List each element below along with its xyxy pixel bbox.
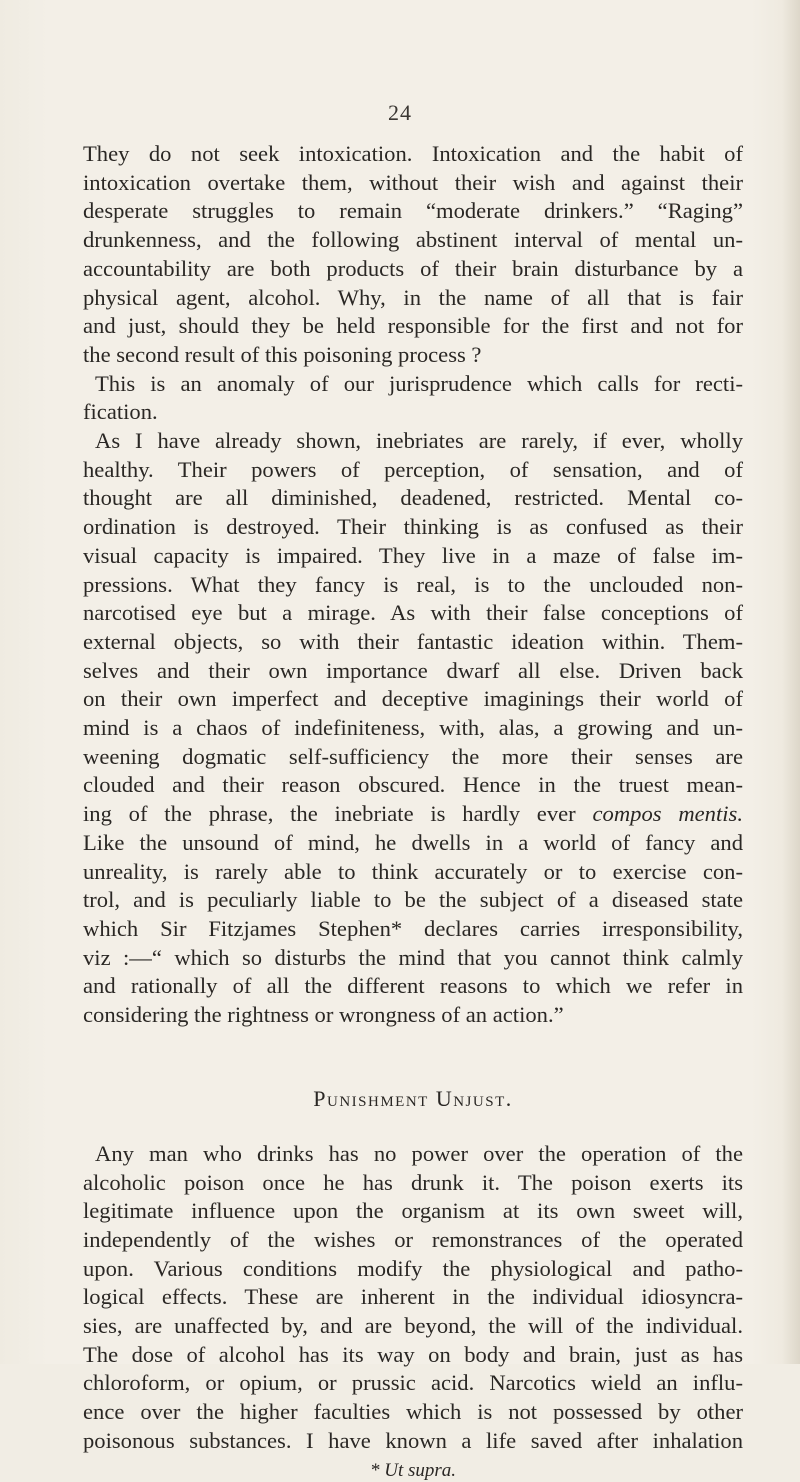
text-line: As I have already shown, inebriates are rarely, if ever, wholly: [95, 428, 743, 454]
text-line: poisonous substances. I have known a life saved after inhalation: [83, 1427, 743, 1453]
text-line: thought are all diminished, deadened, restricted. Mental co-: [83, 485, 743, 511]
text-line: This is an anomaly of our jurisprudence which calls for recti-: [95, 370, 743, 396]
text-line: accountability are both products of their brain disturbance by a: [83, 255, 743, 281]
text-line: mind is a chaos of indefiniteness, with, alas, a growing and un-: [83, 715, 743, 741]
text-line: and just, should they be held responsible for the first and not for: [83, 313, 743, 339]
text-line: intoxication overtake them, without their wish and against their: [83, 169, 743, 195]
page-number: 24: [388, 100, 412, 125]
text-line: considering the rightness or wrongness of an action.”: [83, 1002, 564, 1028]
text-line: Any man who drinks has no power over the operation of the: [95, 1140, 743, 1166]
page-content: [83, 140, 743, 1482]
text-line: independently of the wishes or remonstrances of the operated: [83, 1226, 743, 1252]
text-line: on their own imperfect and deceptive imaginings their world of: [83, 686, 743, 712]
page-edge-shadow: [782, 0, 800, 1364]
text-line: the second result of this poisoning process ?: [83, 341, 482, 367]
text-line: selves and their own importance dwarf all else. Driven back: [83, 657, 743, 683]
text-line-with-italic: [83, 800, 743, 829]
text-line: They do not seek intoxication. Intoxication and the habit of: [83, 141, 743, 166]
text-line: sies, are unaffected by, and are beyond, the will of the individual.: [83, 1313, 743, 1339]
text-line: The dose of alcohol has its way on body and brain, just as has: [83, 1341, 743, 1367]
paragraph-1: [83, 140, 743, 370]
text-line: chloroform, or opium, or prussic acid. Narcotics wield an influ-: [83, 1370, 743, 1396]
text-line: external objects, so with their fantastic ideation within. Them-: [83, 628, 743, 654]
paragraph-3: [83, 427, 743, 1030]
text-line: visual capacity is impaired. They live in a maze of false im-: [83, 542, 743, 568]
text-line: physical agent, alcohol. Why, in the name of all that is fair: [83, 284, 743, 310]
text-line: ence over the higher faculties which is not possessed by other: [83, 1399, 743, 1425]
footnote: * Ut supra.: [369, 1459, 457, 1481]
text-line: desperate struggles to remain “moderate drinkers.” “Raging”: [83, 198, 743, 224]
text-segment: ing of the phrase, the inebriate is hardly ever: [83, 801, 576, 827]
text-line: unreality, is rarely able to think accurately or to exercise con-: [83, 858, 743, 884]
text-line: which Sir Fitzjames Stephen* declares carries irresponsibility,: [83, 915, 743, 941]
text-line: trol, and is peculiarly liable to be the subject of a diseased state: [83, 887, 743, 913]
text-line: viz :—“ which so disturbs the mind that you cannot think calmly: [83, 944, 743, 970]
paragraph-2: [83, 370, 743, 427]
text-line: logical effects. These are inherent in the individual idiosyncra-: [83, 1284, 743, 1310]
text-line: fication.: [83, 399, 158, 425]
text-line: ordination is destroyed. Their thinking is as confused as their: [83, 514, 743, 540]
text-line: narcotised eye but a mirage. As with their false conceptions of: [83, 600, 743, 626]
text-line: pressions. What they fancy is real, is to the unclouded non-: [83, 571, 743, 597]
text-line: drunkenness, and the following abstinent interval of mental un-: [83, 227, 743, 253]
section-paragraph: [83, 1140, 743, 1456]
section-heading: Punishment Unjust.: [313, 1085, 513, 1111]
text-line: healthy. Their powers of perception, of sensation, and of: [83, 456, 743, 482]
text-line: alcoholic poison once he has drunk it. The poison exerts its: [83, 1169, 743, 1195]
text-line: clouded and their reason obscured. Hence in the truest mean-: [83, 772, 743, 798]
text-line: weening dogmatic self-sufficiency the more their senses are: [83, 743, 743, 769]
text-line: upon. Various conditions modify the physiological and patho-: [83, 1255, 743, 1281]
italic-phrase: compos mentis.: [592, 801, 743, 827]
text-line: Like the unsound of mind, he dwells in a world of fancy and: [83, 829, 743, 855]
text-line: legitimate influence upon the organism at its own sweet will,: [83, 1198, 743, 1224]
text-line: and rationally of all the different reasons to which we refer in: [83, 973, 743, 999]
